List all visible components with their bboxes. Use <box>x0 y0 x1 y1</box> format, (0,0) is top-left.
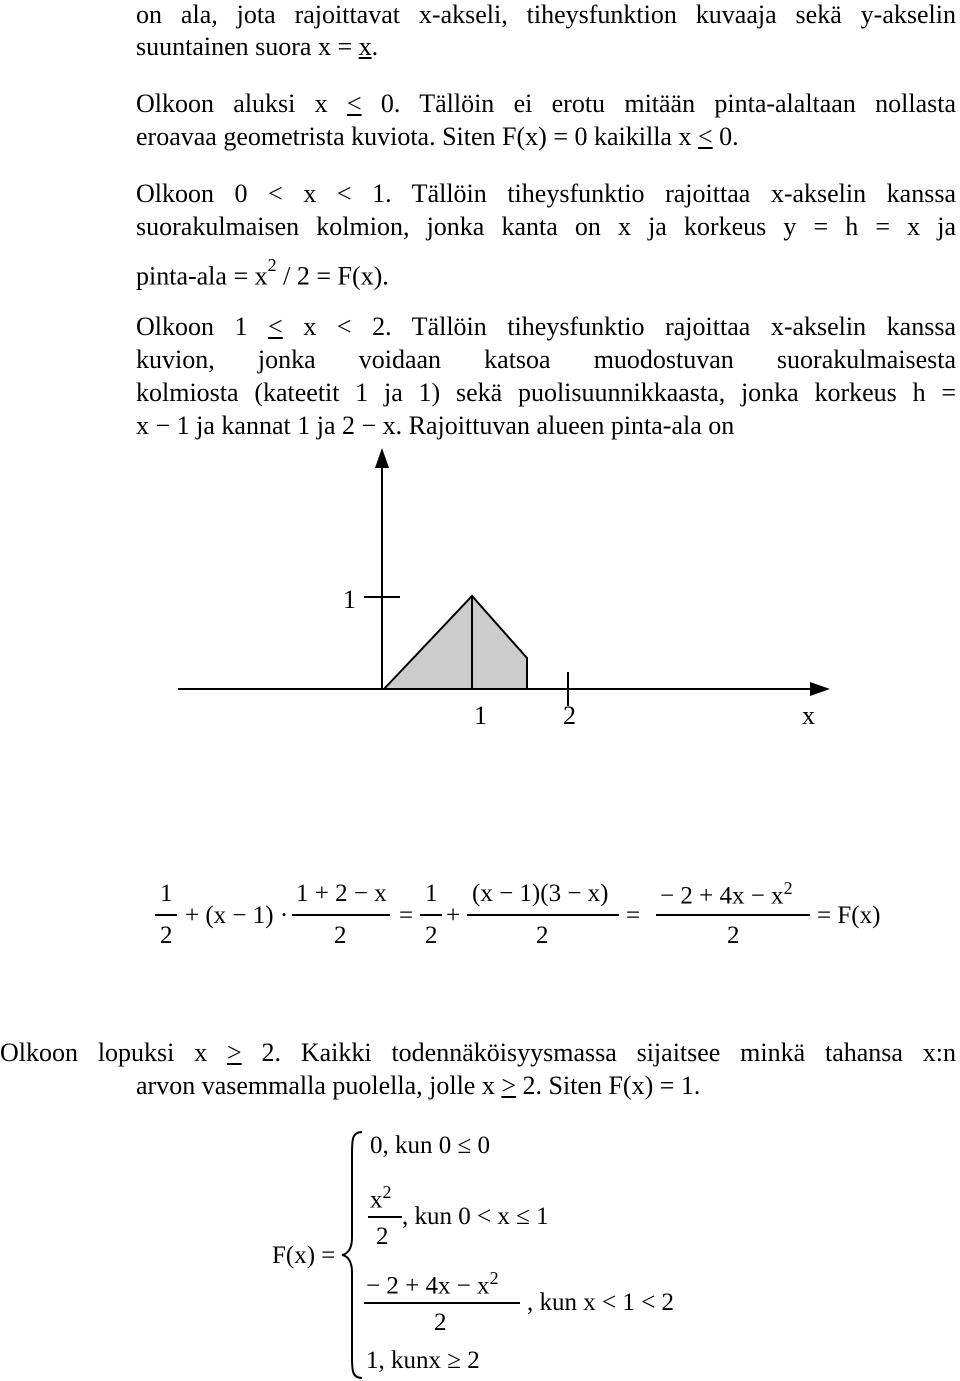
x-tick-label-1: 1 <box>474 701 487 730</box>
para5-line2 <box>136 1071 700 1101</box>
left-brace-icon <box>338 1130 368 1380</box>
para4-line4: x − 1 ja kannat 1 ja 2 − x. Rajoittuvan alueen pinta-ala on <box>136 411 735 440</box>
para5-line2-text: arvon vasemmalla puolella, jolle x <box>136 1071 502 1100</box>
y-axis-arrow-icon <box>375 448 389 468</box>
pw-case3-bar <box>364 1302 520 1304</box>
eq-t3-bar <box>292 914 390 916</box>
shaded-area <box>384 596 527 689</box>
eq-t3-den: 2 <box>334 922 347 949</box>
para1-line2 <box>136 32 378 62</box>
para2-line1 <box>136 89 956 119</box>
x-tick-label-2: 2 <box>563 701 576 730</box>
eq-t6-den: 2 <box>727 922 740 949</box>
pw-case2-num <box>370 1178 392 1214</box>
para3-line3-text: pinta-ala = x <box>136 261 268 291</box>
para2-line2-rest: 0. <box>712 122 739 151</box>
eq-t6-num-text: − 2 + 4x − x <box>660 882 784 910</box>
eq-t3-num: 1 + 2 − x <box>296 880 387 907</box>
pw-case3-num <box>366 1264 499 1300</box>
para3-line3 <box>136 254 389 292</box>
para2-line1-op: < <box>346 89 362 118</box>
eq-t4-bar <box>420 914 442 916</box>
y-tick-label: 1 <box>343 585 356 614</box>
pw-lhs: F(x) = <box>272 1242 336 1269</box>
pw-case1: 0, kun 0 ≤ 0 <box>370 1132 490 1159</box>
para1-line1: on ala, jota rajoittavat x-akseli, tiheysfunktion kuvaaja sekä y-akselin <box>136 0 956 29</box>
para4-line1-rest: x < 2. Tällöin tiheysfunktio rajoittaa x-akselin kanssa <box>282 312 956 341</box>
pw-case2-num-sup: 2 <box>382 1182 392 1202</box>
pw-case2-num-text: x <box>370 1186 383 1214</box>
eq-t6-num-sup: 2 <box>783 878 793 898</box>
para2-line2-text: eroavaa geometrista kuviota. Siten F(x) = 0 kaikilla x <box>136 122 698 151</box>
para2-line1-text: Olkoon aluksi x <box>136 89 347 118</box>
density-graph <box>0 440 960 740</box>
eq-t5-bar <box>467 914 619 916</box>
para5-line1 <box>0 1038 956 1068</box>
eq-t5-den: 2 <box>536 922 549 949</box>
eq-eq3: = F(x) <box>817 902 881 929</box>
para5-line2-rest: 2. Siten F(x) = 1. <box>516 1071 701 1100</box>
eq-t4-den: 2 <box>425 922 438 949</box>
pw-case2-den: 2 <box>376 1223 389 1250</box>
eq-eq1: = <box>399 902 414 929</box>
para4-line1-text: Olkoon 1 <box>136 312 269 341</box>
para4-line3: kolmiosta (kateetit 1 ja 1) sekä puolisuunnikkaasta, jonka korkeus h = <box>136 378 956 407</box>
x-axis-arrow-icon <box>810 682 830 696</box>
eq-plus: + <box>446 902 461 929</box>
pw-case2-bar <box>368 1216 402 1218</box>
para1-line2-end: . <box>371 32 379 61</box>
pw-case3-num-text: − 2 + 4x − x <box>366 1272 490 1300</box>
eq-t6-num <box>660 874 793 910</box>
eq-t6-bar <box>656 914 810 916</box>
pw-case4: 1, kunx ≥ 2 <box>366 1347 480 1374</box>
para5-line1-text: Olkoon lopuksi x <box>0 1038 228 1067</box>
eq-t1-num: 1 <box>160 880 173 907</box>
para3-line1: Olkoon 0 < x < 1. Tällöin tiheysfunktio rajoittaa x-akselin kanssa <box>136 179 956 208</box>
pw-case3-cond: , kun x < 1 < 2 <box>527 1289 674 1316</box>
para5-line1-rest: 2. Kaikki todennäköisyysmassa sijaitsee minkä tahansa x:n <box>241 1038 956 1067</box>
pw-case3-den: 2 <box>434 1309 447 1336</box>
para3-line3-sup: 2 <box>267 255 277 275</box>
x-axis-label: x <box>802 701 815 730</box>
para2-line2-op: < <box>697 122 713 151</box>
para2-line2 <box>136 122 739 152</box>
eq-t1-den: 2 <box>160 922 173 949</box>
para1-line2-x: x <box>358 32 372 61</box>
para5-line2-op: > <box>501 1071 517 1100</box>
para3-line3-rest: / 2 = F(x). <box>276 261 389 291</box>
para1-line2-text: suuntainen suora x = <box>136 32 359 61</box>
eq-t1-bar <box>155 914 177 916</box>
eq-eq2: = <box>626 902 641 929</box>
eq-t4-num: 1 <box>425 880 438 907</box>
para2-line1-rest: 0. Tällöin ei erotu mitään pinta-alaltaan nollasta <box>361 89 956 118</box>
para4-line1 <box>136 312 956 342</box>
para4-line2: kuvion, jonka voidaan katsoa muodostuvan suorakulmaisesta <box>136 345 956 374</box>
eq-t5-num: (x − 1)(3 − x) <box>472 880 609 907</box>
pw-case3-num-sup: 2 <box>489 1268 499 1288</box>
para4-line1-op: < <box>268 312 283 341</box>
para3-line2: suorakulmaisen kolmion, jonka kanta on x ja korkeus y = h = x ja <box>136 212 956 241</box>
para5-line1-op: > <box>227 1038 242 1067</box>
eq-t2: + (x − 1) · <box>185 902 289 929</box>
pw-case2-cond: , kun 0 < x ≤ 1 <box>402 1203 549 1230</box>
